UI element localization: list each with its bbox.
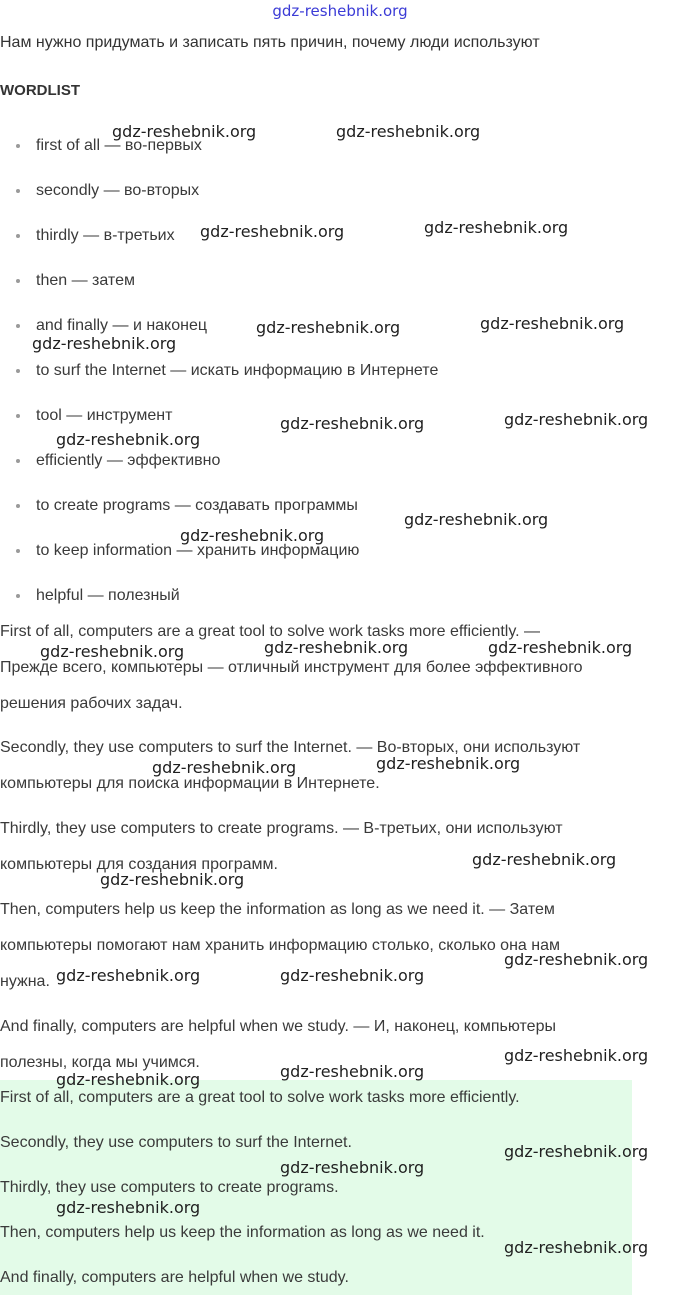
watermark: gdz-reshebnik.org <box>424 218 569 237</box>
paragraph-line: Thirdly, they use computers to create programs. — В-третьих, они используют <box>0 820 563 837</box>
watermark: gdz-reshebnik.org <box>504 410 649 429</box>
paragraph-line: компьютеры для поиска информации в Интернете. <box>0 775 380 792</box>
watermark: gdz-reshebnik.org <box>56 1070 201 1089</box>
site-header[interactable]: gdz-reshebnik.org <box>272 2 408 20</box>
answer-line: Then, computers help us keep the information as long as we need it. <box>0 1224 485 1241</box>
watermark: gdz-reshebnik.org <box>56 430 201 449</box>
watermark: gdz-reshebnik.org <box>56 966 201 985</box>
watermark: gdz-reshebnik.org <box>56 1198 201 1217</box>
watermark: gdz-reshebnik.org <box>180 526 325 545</box>
watermark: gdz-reshebnik.org <box>264 638 409 657</box>
paragraph-line: Прежде всего, компьютеры — отличный инструмент для более эффективного <box>0 659 583 676</box>
list-item: secondly — во-вторых <box>16 181 438 226</box>
list-item: efficiently — эффективно <box>16 451 438 496</box>
watermark: gdz-reshebnik.org <box>488 638 633 657</box>
watermark: gdz-reshebnik.org <box>472 850 617 869</box>
paragraph-line: нужна. <box>0 973 50 990</box>
list-item: to keep information — хранить информацию <box>16 541 438 586</box>
watermark: gdz-reshebnik.org <box>112 122 257 141</box>
answer-line: Secondly, they use computers to surf the Internet. <box>0 1134 352 1151</box>
paragraph-line: Then, computers help us keep the information as long as we need it. — Затем <box>0 901 555 918</box>
translation-paragraph <box>0 614 676 722</box>
list-item: to surf the Internet — искать информацию в Интернете <box>16 361 438 406</box>
watermark: gdz-reshebnik.org <box>404 510 549 529</box>
list-item: helpful — полезный <box>16 586 438 631</box>
watermark: gdz-reshebnik.org <box>376 754 521 773</box>
paragraph-line: Secondly, they use computers to surf the Internet. — Во-вторых, они используют <box>0 739 581 756</box>
paragraph-line: решения рабочих задач. <box>0 695 183 712</box>
answer-box <box>0 1080 632 1295</box>
list-item: first of all — во-первых <box>16 136 438 181</box>
answer-line: Thirdly, they use computers to create programs. <box>0 1179 339 1196</box>
watermark: gdz-reshebnik.org <box>280 1062 425 1081</box>
watermark: gdz-reshebnik.org <box>32 334 177 353</box>
wordlist-title: WORDLIST <box>0 82 80 99</box>
list-item: to create programs — создавать программы <box>16 496 438 541</box>
list-item: and finally — и наконец <box>16 316 438 361</box>
translation-paragraph <box>0 730 676 802</box>
list-item: then — затем <box>16 271 438 316</box>
paragraph-line: компьютеры для создания программ. <box>0 856 278 873</box>
paragraph-line: полезны, когда мы учимся. <box>0 1054 200 1071</box>
watermark: gdz-reshebnik.org <box>336 122 481 141</box>
watermark: gdz-reshebnik.org <box>280 966 425 985</box>
watermark: gdz-reshebnik.org <box>504 1046 649 1065</box>
answer-line: First of all, computers are a great tool to solve work tasks more efficiently. <box>0 1089 520 1106</box>
watermark: gdz-reshebnik.org <box>152 758 297 777</box>
watermark: gdz-reshebnik.org <box>504 1142 649 1161</box>
intro-text: Нам нужно придумать и записать пять причин, почему люди используют <box>0 34 540 51</box>
paragraph-line: компьютеры помогают нам хранить информацию столько, сколько она нам <box>0 937 560 954</box>
watermark: gdz-reshebnik.org <box>480 314 625 333</box>
watermark: gdz-reshebnik.org <box>200 222 345 241</box>
paragraph-line: First of all, computers are a great tool to solve work tasks more efficiently. — <box>0 623 541 640</box>
watermark: gdz-reshebnik.org <box>100 870 245 889</box>
watermark: gdz-reshebnik.org <box>40 642 185 661</box>
wordlist <box>16 136 438 631</box>
answer-line: And finally, computers are helpful when we study. <box>0 1269 349 1286</box>
list-item: tool — инструмент <box>16 406 438 451</box>
paragraph-line: And finally, computers are helpful when we study. — И, наконец, компьютеры <box>0 1018 556 1035</box>
watermark: gdz-reshebnik.org <box>280 1158 425 1177</box>
watermark: gdz-reshebnik.org <box>504 1238 649 1257</box>
watermark: gdz-reshebnik.org <box>504 950 649 969</box>
watermark: gdz-reshebnik.org <box>256 318 401 337</box>
watermark: gdz-reshebnik.org <box>280 414 425 433</box>
list-item: thirdly — в-третьих <box>16 226 438 271</box>
